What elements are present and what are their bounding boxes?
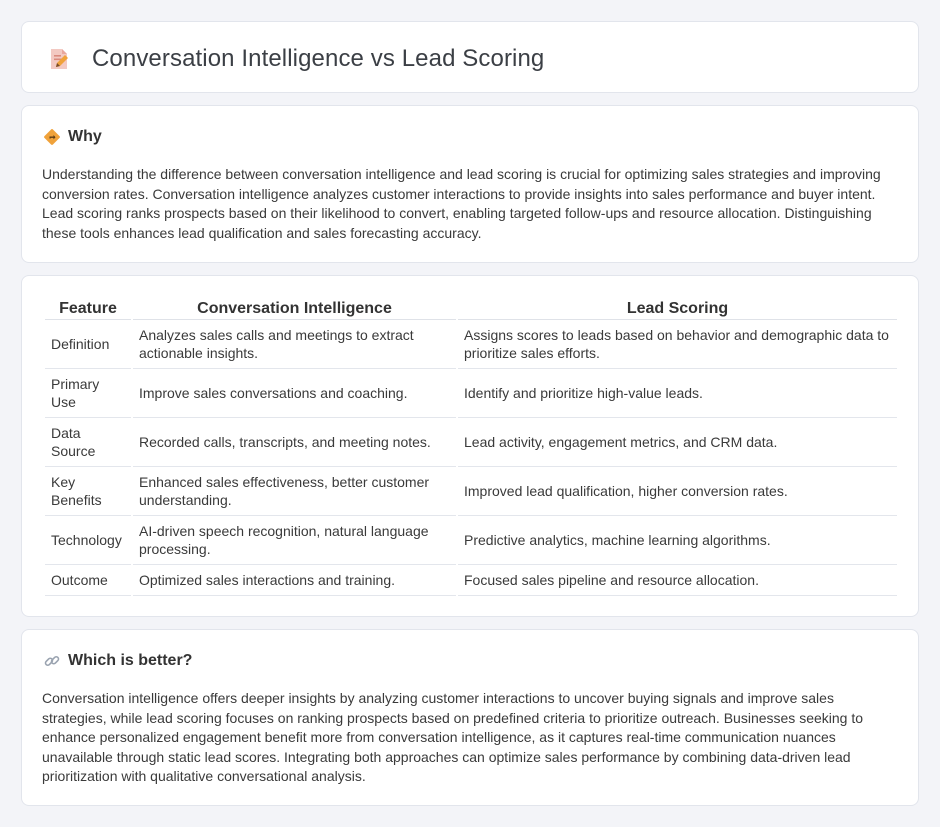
header-feature: Feature: [45, 296, 131, 320]
table-row: [45, 369, 897, 418]
conversation-intelligence-cell: Analyzes sales calls and meetings to extract actionable insights.: [133, 320, 456, 369]
feature-cell: Definition: [45, 320, 131, 369]
table-row: [45, 418, 897, 467]
lead-scoring-cell: Lead activity, engagement metrics, and CRM data.: [458, 418, 897, 467]
comparison-section: [21, 275, 919, 617]
feature-cell: Key Benefits: [45, 467, 131, 516]
link-icon: [43, 652, 61, 670]
page-title: Conversation Intelligence vs Lead Scoring: [92, 45, 545, 72]
table-row: [45, 516, 897, 565]
which-is-better-text: Conversation intelligence offers deeper insights by analyzing customer interactions to uncover buying signals and improve sales strategies, while lead scoring focuses on ranking prospects based on predefined criteria to prioritize outreach. Businesses seeking to enhance personalized engagement benefit more from conversation intelligence, as it captures real-time communication nuances unavailable through static lead scores. Integrating both approaches can optimize sales performance by combining data-driven lead prioritization with qualitative conversational analysis.: [42, 690, 864, 784]
table-row: [45, 320, 897, 369]
why-section: [21, 105, 919, 263]
lead-scoring-cell: Assigns scores to leads based on behavior and demographic data to prioritize sales efforts.: [458, 320, 897, 369]
which-is-better-heading: Which is better?: [68, 652, 193, 669]
why-heading: Why: [68, 128, 102, 145]
conversation-intelligence-cell: Optimized sales interactions and training.: [133, 565, 456, 596]
document-pencil-icon: [47, 47, 71, 71]
conversation-intelligence-cell: Enhanced sales effectiveness, better customer understanding.: [133, 467, 456, 516]
conversation-intelligence-cell: AI-driven speech recognition, natural language processing.: [133, 516, 456, 565]
diamond-signpost-icon: [43, 128, 61, 146]
table-row: [45, 565, 897, 596]
feature-cell: Primary Use: [45, 369, 131, 418]
lead-scoring-cell: Identify and prioritize high-value leads.: [458, 369, 897, 418]
header-conversation-intelligence: Conversation Intelligence: [133, 296, 456, 320]
title-card: [21, 21, 919, 93]
conversation-intelligence-cell: Improve sales conversations and coaching.: [133, 369, 456, 418]
lead-scoring-cell: Focused sales pipeline and resource allocation.: [458, 565, 897, 596]
feature-cell: Technology: [45, 516, 131, 565]
conversation-intelligence-cell: Recorded calls, transcripts, and meeting notes.: [133, 418, 456, 467]
lead-scoring-cell: Predictive analytics, machine learning algorithms.: [458, 516, 897, 565]
comparison-table: [43, 296, 899, 596]
why-text: Understanding the difference between conversation intelligence and lead scoring is crucial for optimizing sales strategies and improving conversion rates. Conversation intelligence analyzes customer interactions to provide insights into sales performance and buyer intent. Lead scoring ranks prospects based on their likelihood to convert, enabling targeted follow-ups and resource allocation. Distinguishing these tools enhances lead qualification and sales forecasting accuracy.: [42, 166, 881, 241]
which-is-better-section: [21, 629, 919, 806]
header-lead-scoring: Lead Scoring: [458, 296, 897, 320]
feature-cell: Data Source: [45, 418, 131, 467]
feature-cell: Outcome: [45, 565, 131, 596]
table-header-row: [45, 296, 897, 320]
lead-scoring-cell: Improved lead qualification, higher conversion rates.: [458, 467, 897, 516]
table-row: [45, 467, 897, 516]
